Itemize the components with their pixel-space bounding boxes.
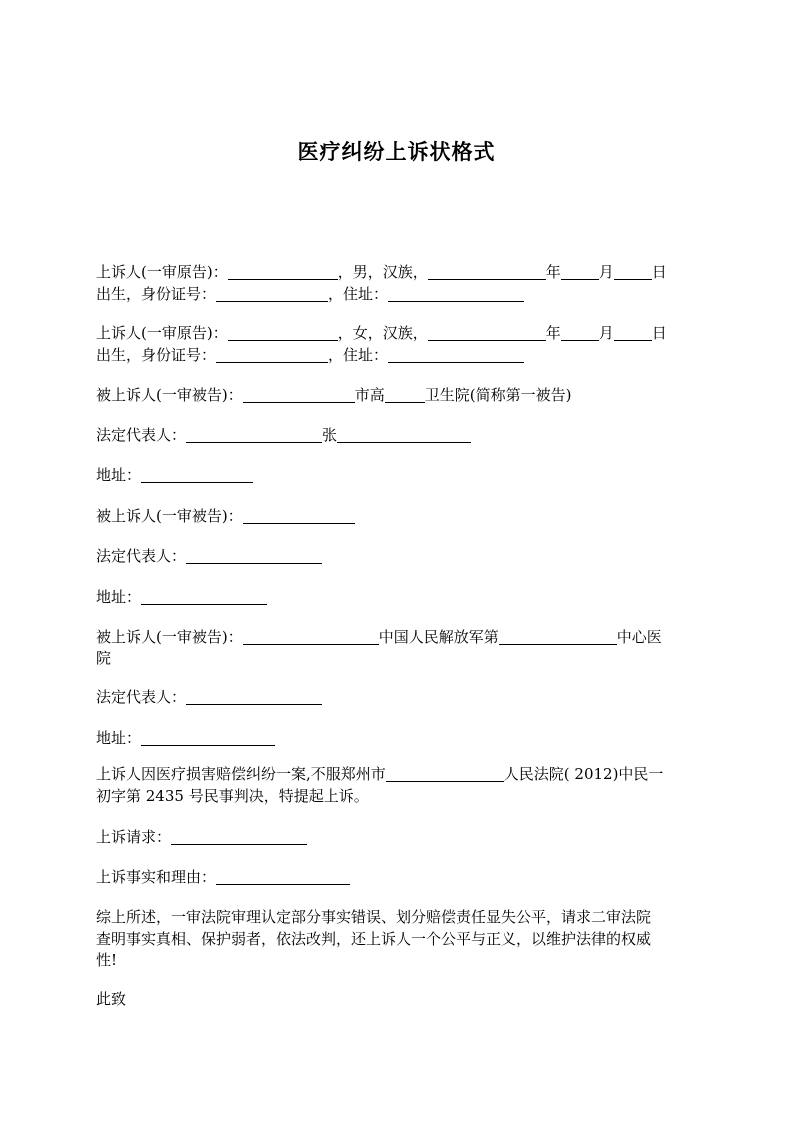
respondent-3-line-1: 被上诉人(一审被告)： 中国人民解放军第 中心医 <box>96 628 662 646</box>
id-number-blank <box>216 347 328 363</box>
respondent-2-representative: 法定代表人： <box>96 546 322 566</box>
respondent-3-line-2: 院 <box>96 649 112 667</box>
name-blank <box>228 264 338 280</box>
appeal-facts: 上诉事实和理由： <box>96 867 350 887</box>
city-blank <box>243 387 355 403</box>
appellant-1-line-1: 上诉人(一审原告)： ，男，汉族， 年 月 日 <box>96 263 667 281</box>
respondent-3-address: 地址： <box>96 728 275 748</box>
court-name-blank <box>386 766 504 782</box>
conclusion-line-2: 查明事实真相、保护弱者，依法改判，还上诉人一个公平与正义，以维护法律的权威 <box>96 930 652 948</box>
hospital-name-blank <box>385 387 425 403</box>
address-blank <box>388 347 524 363</box>
appeal-claims: 上诉请求： <box>96 827 307 847</box>
closing-salutation: 此致 <box>96 990 127 1008</box>
appellant-2-line-1: 上诉人(一审原告)： ，女，汉族， 年 月 日 <box>96 324 667 342</box>
birth-year-blank <box>428 264 546 280</box>
representative-blank <box>186 689 322 705</box>
respondent-3-representative: 法定代表人： <box>96 687 322 707</box>
conclusion-line-3: 性! <box>96 951 118 969</box>
document-title: 医疗纠纷上诉状格式 <box>297 139 496 164</box>
birth-month-blank <box>561 264 599 280</box>
facts-blank <box>216 869 350 885</box>
respondent-1-line: 被上诉人(一审被告)： 市高 卫生院(简称第一被告) <box>96 386 572 404</box>
id-number-blank <box>216 286 328 302</box>
name-blank <box>228 325 338 341</box>
representative-name-blank <box>337 427 471 443</box>
address-blank <box>141 467 253 483</box>
respondent-name-blank <box>243 629 379 645</box>
address-blank <box>141 589 267 605</box>
birth-day-blank <box>614 264 652 280</box>
birth-day-blank <box>614 325 652 341</box>
representative-blank <box>186 427 322 443</box>
appellant-2-line-2: 出生，身份证号： ，住址： <box>96 345 524 365</box>
case-statement-line-1: 上诉人因医疗损害赔偿纠纷一案,不服郑州市 人民法院( 2012)中民一 <box>96 765 664 783</box>
case-statement-line-2: 初字第 2435 号民事判决，特提起上诉。 <box>96 787 369 805</box>
unit-number-blank <box>499 629 617 645</box>
birth-month-blank <box>561 325 599 341</box>
respondent-2-address: 地址： <box>96 587 267 607</box>
respondent-1-address: 地址： <box>96 465 253 485</box>
representative-blank <box>186 548 322 564</box>
address-blank <box>141 730 275 746</box>
claims-blank <box>171 829 307 845</box>
respondent-name-blank <box>243 508 355 524</box>
respondent-1-representative: 法定代表人： 张 <box>96 425 471 445</box>
appellant-1-line-2: 出生，身份证号： ，住址： <box>96 284 524 304</box>
address-blank <box>388 286 524 302</box>
respondent-2-line: 被上诉人(一审被告)： <box>96 506 355 526</box>
birth-year-blank <box>428 325 546 341</box>
conclusion-line-1: 综上所述，一审法院审理认定部分事实错误、划分赔偿责任显失公平，请求二审法院 <box>96 908 652 926</box>
